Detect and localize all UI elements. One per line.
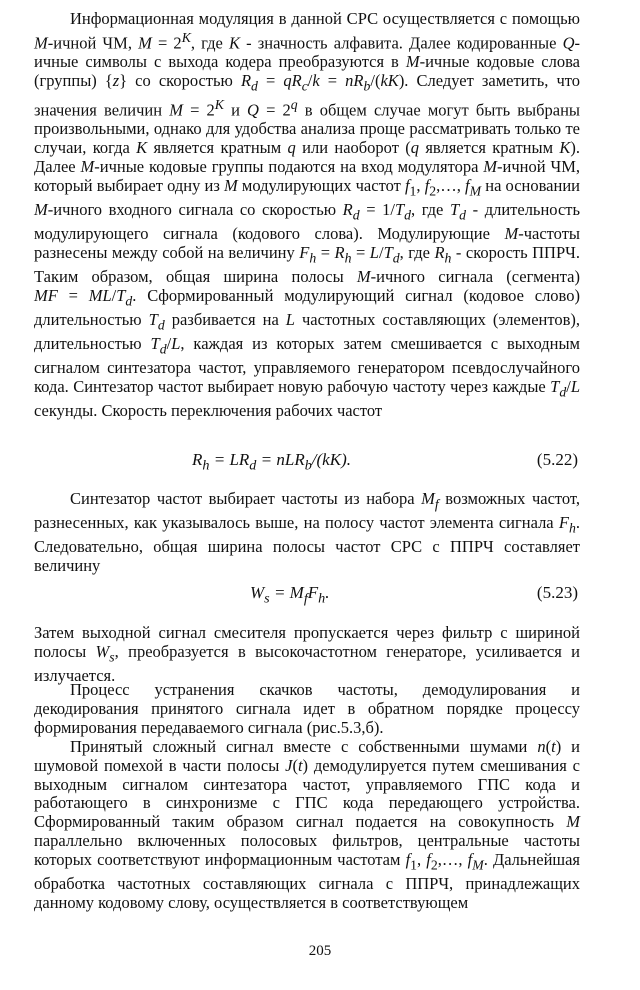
paragraph-receiver: Принятый сложный сигнал вместе с собственными шумами n(t) и шумовой помехой в части полосы J(t) демодулируется путем смешивания с выходным сигналом синтезатора частот, управляемого ГПС кода и работающего в синхронизме с ГПС кода передающего устройства. Сформированный таким образом сигнал подается на совокупность M параллельно включенных полосовых фильтров, центральные частоты которых соответствуют информационным частотам $f_1$, $f_2,\dots$, $f_M$. Дальнейшая обработка частотных составляющих сигнала с ППРЧ, принадлежащих данному кодовому слову, осуществляется в соответствующем	[34, 737, 581, 912]
equation-5-23	[0, 583, 640, 607]
equation-5-22	[0, 450, 640, 474]
equation-number: (5.22)	[536, 450, 578, 469]
equation-formula: $W_s = M_fF_h$.	[250, 583, 330, 607]
page-number: 205	[308, 943, 332, 959]
paragraph-dehopping: Процесс устранения скачков частоты, демодулирования и декодирования принятого сигнала идет в обратном порядке процессу формирования передаваемого сигнала (рис.5.3,б).	[34, 680, 580, 737]
paragraph-filter: Затем выходной сигнал смесителя пропускается через фильтр с шириной полосы $W_s$, преобразуется в высокочастотном генераторе, усиливается и излучается.	[34, 623, 580, 685]
paragraph-fh-modulation: Информационная модуляция в данной СРС осуществляется с помощью M-ичной ЧМ, $M = 2^K$, где K - значность алфавита. Далее кодированные Q-ичные символы с выхода кодера преобразуются в M-ичные кодовые слова (группы) {z} со скоростью $R_d = qR_c/k = nR_b/(kK)$. Следует заметить, что значения величин $M = 2^K$ и $Q = 2^q$ в общем случае могут быть выбраны произвольными, однако для удобства анализа проще рассматривать только те случаи, когда K является кратным q или наоборот (q является кратным K). Далее M-ичные кодовые группы подаются на вход модулятора M-ичной ЧМ, который выбирает одну из M модулирующих частот $f_1$, $f_2,\dots$, $f_M$ на основании M-ичного входного сигнала со скоростью $R_d = 1/T_d$, где $T_d$ - длительность модулирующего сигнала (кодового слова). Модулирующие M-частоты разнесены между собой на величину $F_h = R_h = L/T_d$, где $R_h$ - скорость ППРЧ. Таким образом, общая ширина полосы M-ичного сигнала (сегмента) MF = $ML/T_d$. Сформированный модулирующий сигнал (кодовое слово) длительностью $T_d$ разбивается на L частотных составляющих (элементов), длительностью $T_d/L$, каждая из которых затем смешивается с выходным сигналом синтезатора частот, управляемого генератором псевдослучайного кода. Синтезатор частот выбирает новую рабочую частоту через каждые $T_d/L$ секунды. Скорость переключения рабочих частот	[34, 9, 581, 420]
equation-number: (5.23)	[536, 583, 578, 602]
equation-formula: $R_h = LR_d = nLR_b/(kK)$.	[192, 450, 351, 474]
paragraph-synthesizer: Синтезатор частот выбирает частоты из набора $M_f$ возможных частот, разнесенных, как указывалось выше, на полосу частот элемента сигнала $F_h$. Следовательно, общая ширина полосы частот СРС с ППРЧ составляет величину	[34, 489, 581, 575]
